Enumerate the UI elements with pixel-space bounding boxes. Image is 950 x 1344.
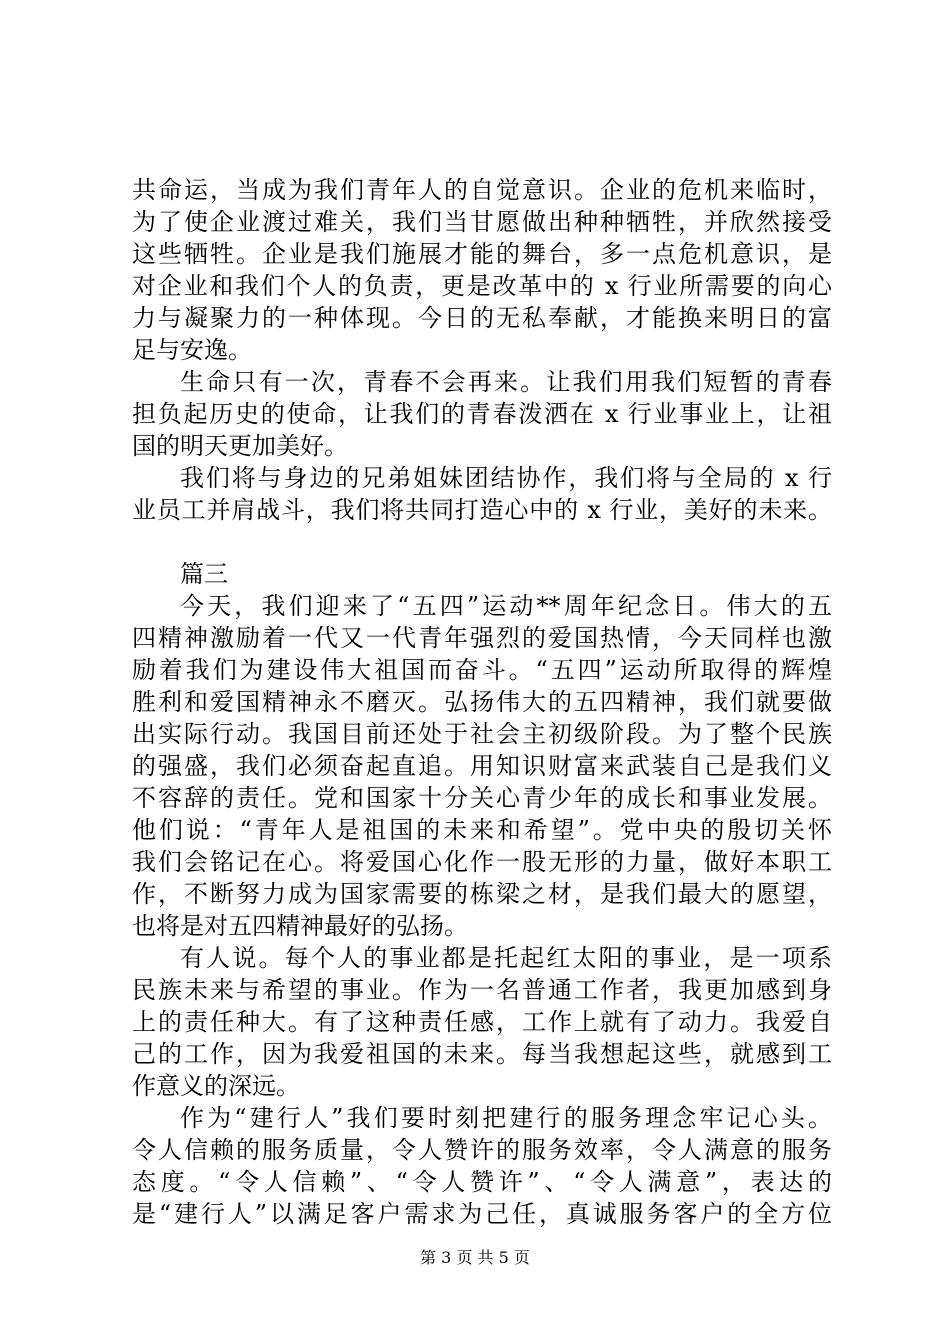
blank-line [132, 526, 832, 558]
text-line: 为了使企业渡过难关，我们当甘愿做出种种牺牲，并欣然接受 [132, 208, 832, 236]
text-line: 足与安逸。 [132, 336, 252, 364]
text-line: 出实际行动。我国目前还处于社会主初级阶段。为了整个民族 [132, 720, 832, 748]
text-line: 业员工并肩战斗，我们将共同打造心中的 x 行业，美好的未来。 [132, 496, 832, 524]
text-line: 励着我们为建设伟大祖国而奋斗。“五四”运动所取得的辉煌 [132, 656, 832, 684]
text-line: 令人信赖的服务质量，令人赞许的服务效率，令人满意的服务 [132, 1136, 832, 1164]
paragraph-start-line: 有人说。每个人的事业都是托起红太阳的事业，是一项系 [180, 944, 832, 972]
text-line: 的强盛，我们必须奋起直追。用知识财富来武装自己是我们义 [132, 752, 832, 780]
page-number-footer: 第 3 页 共 5 页 [420, 1248, 530, 1267]
paragraph-start-line: 生命只有一次，青春不会再来。让我们用我们短暂的青春 [180, 368, 832, 396]
text-line: 他们说：“青年人是祖国的未来和希望”。党中央的殷切关怀 [132, 816, 832, 844]
text-line: 是“建行人”以满足客户需求为己任，真诚服务客户的全方位 [132, 1200, 832, 1228]
text-line: 共命运，当成为我们青年人的自觉意识。企业的危机来临时， [132, 176, 832, 204]
text-line: 我们会铭记在心。将爱国心化作一股无形的力量，做好本职工 [132, 848, 832, 876]
section-heading: 篇三 [180, 560, 228, 588]
text-line: 作意义的深远。 [132, 1072, 300, 1100]
document-body [132, 174, 832, 1230]
text-line: 也将是对五四精神最好的弘扬。 [132, 912, 468, 940]
text-line: 态度。“令人信赖”、“令人赞许”、“令人满意”，表达的 [132, 1168, 832, 1196]
text-line: 担负起历史的使命，让我们的青春泼洒在 x 行业事业上，让祖 [132, 400, 832, 428]
text-line: 作，不断努力成为国家需要的栋梁之材，是我们最大的愿望， [132, 880, 832, 908]
text-line: 上的责任种大。有了这种责任感，工作上就有了动力。我爱自 [132, 1008, 832, 1036]
text-line: 己的工作，因为我爱祖国的未来。每当我想起这些，就感到工 [132, 1040, 832, 1068]
paragraph-start-line: 作为“建行人”我们要时刻把建行的服务理念牢记心头。 [180, 1104, 832, 1132]
text-line: 国的明天更加美好。 [132, 432, 348, 460]
text-line: 对企业和我们个人的负责，更是改革中的 x 行业所需要的向心 [132, 272, 832, 300]
text-line: 不容辞的责任。党和国家十分关心青少年的成长和事业发展。 [132, 784, 832, 812]
text-line: 力与凝聚力的一种体现。今日的无私奉献，才能换来明日的富 [132, 304, 832, 332]
text-line: 胜利和爱国精神永不磨灭。弘扬伟大的五四精神，我们就要做 [132, 688, 832, 716]
text-line: 民族未来与希望的事业。作为一名普通工作者，我更加感到身 [132, 976, 832, 1004]
text-line: 四精神激励着一代又一代青年强烈的爱国热情，今天同样也激 [132, 624, 832, 652]
paragraph-start-line: 我们将与身边的兄弟姐妹团结协作，我们将与全局的 x 行 [180, 464, 832, 492]
paragraph-start-line: 今天，我们迎来了“五四”运动**周年纪念日。伟大的五 [180, 592, 832, 620]
text-line: 这些牺牲。企业是我们施展才能的舞台，多一点危机意识，是 [132, 240, 832, 268]
